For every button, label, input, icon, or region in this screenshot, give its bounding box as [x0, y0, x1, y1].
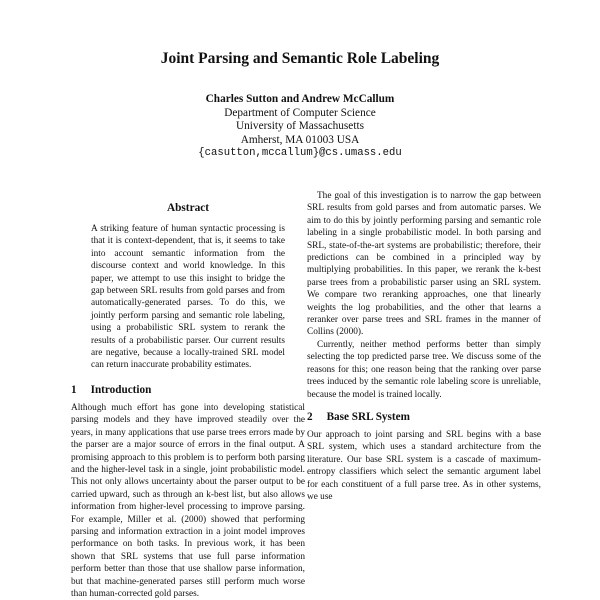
- section-2-paragraph-1: Our approach to joint parsing and SRL begins with a base SRL system, which uses a standard architecture from the literature. Our base SRL system is a cascade of maximum-entropy classifiers which select the semantic argument label for each constituent of a full parse tree. As in other systems, we use: [307, 429, 541, 502]
- right-column: [307, 190, 541, 503]
- section-1-heading: [71, 384, 305, 396]
- section-1-paragraph-1: Although much effort has gone into developing statistical parsing models and they have improved steadily over the years, in many applications that use parse trees errors made by the parser are a major source of errors in the final output. A promising approach to this problem is to perform both parsing and the higher-level task in a single, joint probabilistic model. This not only allows uncertainty about the parser output to be carried upward, such as through an k-best list, but also allows information from higher-level processing to improve parsing. For example, Miller et al. (2000) showed that performing parsing and information extraction in a joint model improves performance on both tasks. In previous work, it has been shown that SRL systems that use full parse information perform better than those that use shallow parse information, but that machine-generated parses still perform much worse than human-corrected gold parses.: [71, 402, 305, 599]
- left-column: [71, 198, 305, 600]
- section-title: Base SRL System: [326, 410, 410, 423]
- affiliation-address: Amherst, MA 01003 USA: [240, 133, 360, 146]
- section-2-heading: [307, 411, 541, 423]
- section-title: Introduction: [90, 383, 152, 396]
- author-email: {casutton,mccallum}@cs.umass.edu: [198, 147, 402, 159]
- abstract-text: A striking feature of human syntactic processing is that it is context-dependent, that is, it seems to take into account semantic information from the discourse context and world knowledge. In this paper, we attempt to use this insight to bridge the gap between SRL results from gold parses and from automatically-generated parses. To do this, we jointly perform parsing and semantic role labeling, using a probabilistic SRL system to rerank the results of a probabilistic parser. Our current results are negative, because a locally-trained SRL model can return inaccurate probability estimates.: [91, 224, 285, 371]
- abstract-heading: Abstract: [166, 202, 210, 214]
- author-block: [0, 93, 600, 161]
- affiliation-department: Department of Computer Science: [224, 106, 376, 119]
- section-number: 2: [307, 410, 313, 423]
- affiliation-university: University of Massachusetts: [235, 120, 364, 132]
- author-names: Charles Sutton and Andrew McCallum: [205, 93, 395, 105]
- section-1-paragraph-3: Currently, neither method performs better than simply selecting the top predicted parse tree. We discuss some of the reasons for this; one reason being that the ranking over parse trees induced by the semantic role labeling score is unreliable, because the model is trained locally.: [307, 339, 541, 400]
- paper-title: Joint Parsing and Semantic Role Labeling: [160, 50, 440, 67]
- section-number: 1: [71, 383, 77, 396]
- section-1-paragraph-2: The goal of this investigation is to narrow the gap between SRL results from gold parses and from automatic parses. We aim to do this by jointly performing parsing and semantic role labeling in a single probabilistic model. In both parsing and SRL, state-of-the-art systems are probabilistic; therefore, their predictions can be combined in a principled way by multiplying probabilities. In this paper, we rerank the k-best parse trees from a probabilistic parser using an SRL system. We compare two reranking approaches, one that linearly weights the log probabilities, and the other that learns a reranker over parse trees and SRL frames in the manner of Collins (2000).: [307, 191, 541, 338]
